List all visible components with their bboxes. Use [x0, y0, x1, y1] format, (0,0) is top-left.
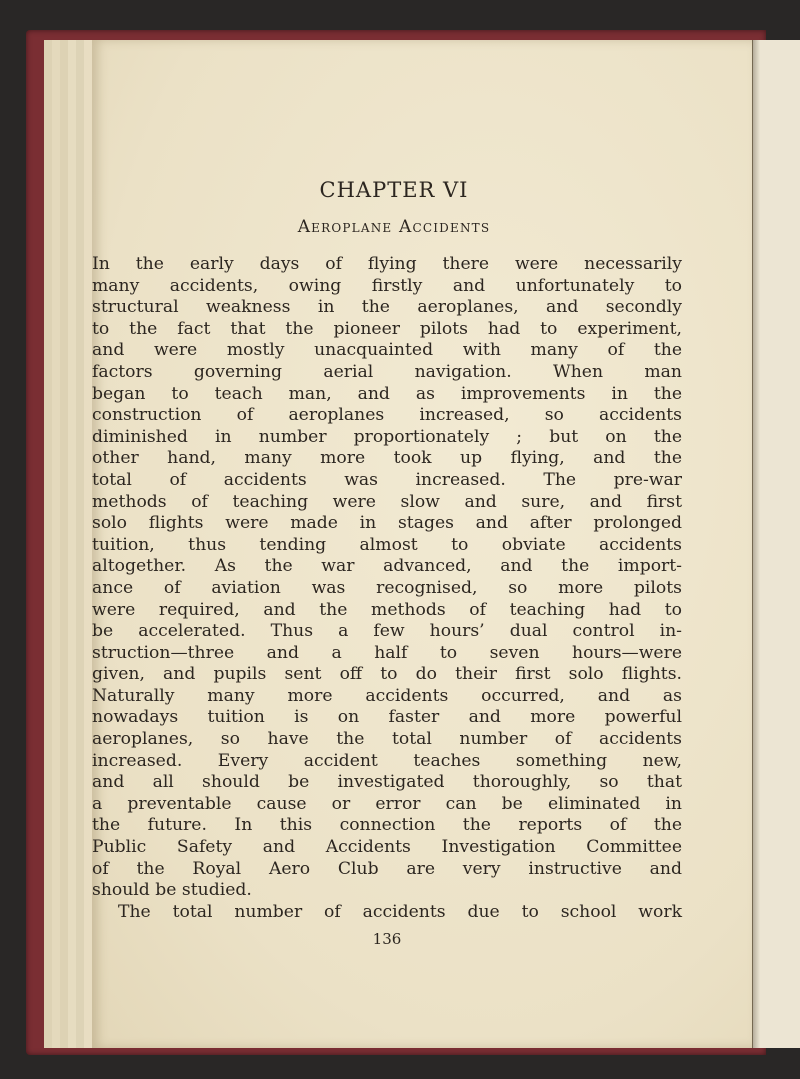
chapter-title: Aeroplane Accidents: [297, 217, 491, 237]
gutter-shadow: [752, 40, 760, 1048]
text-line: factors governing aerial navigation. When man: [92, 361, 682, 382]
text-line: a preventable cause or error can be eliminated in: [92, 793, 682, 814]
text-line: should be studied.: [92, 880, 252, 901]
page-number: 136: [372, 930, 402, 948]
text-line: the future. In this connection the reports of the: [92, 815, 682, 836]
text-line: Naturally many more accidents occurred, and as: [92, 685, 682, 706]
text-line: construction of aeroplanes increased, so accidents: [92, 405, 682, 426]
text-line: aeroplanes, so have the total number of accidents: [92, 729, 682, 750]
text-line: began to teach man, and as improvements in the: [92, 383, 682, 404]
text-line: ance of aviation was recognised, so more pilots: [92, 577, 682, 598]
text-line: to the fact that the pioneer pilots had to experiment,: [92, 318, 682, 339]
text-line: nowadays tuition is on faster and more powerful: [92, 707, 682, 728]
text-line: structural weakness in the aeroplanes, and secondly: [92, 297, 682, 318]
text-line: of the Royal Aero Club are very instructive and: [92, 858, 682, 879]
text-line: In the early days of flying there were necessarily: [92, 254, 682, 274]
text-line: Public Safety and Accidents Investigation Committee: [92, 837, 682, 858]
text-line: altogether. As the war advanced, and the import-: [92, 556, 682, 577]
text-line: and all should be investigated thoroughly, so that: [92, 772, 682, 793]
text-line: were required, and the methods of teaching had to: [92, 599, 682, 620]
text-line: and were mostly unacquainted with many of the: [92, 340, 682, 361]
text-line: tuition, thus tending almost to obviate accidents: [92, 534, 682, 555]
text-line: total of accidents was increased. The pre-war: [92, 469, 682, 490]
text-line: diminished in number proportionately ; but on the: [92, 426, 682, 447]
chapter-heading: CHAPTER VI: [319, 178, 469, 202]
text-line: The total number of accidents due to school work: [118, 901, 682, 922]
text-line: solo flights were made in stages and after prolonged: [92, 513, 682, 534]
text-line: many accidents, owing firstly and unfortunately to: [92, 275, 682, 296]
text-line: methods of teaching were slow and sure, and first: [92, 491, 682, 512]
text-line: given, and pupils sent off to do their first solo flights.: [92, 664, 682, 685]
text-line: be accelerated. Thus a few hours’ dual control in-: [92, 621, 682, 642]
text-line: other hand, many more took up flying, and the: [92, 448, 682, 469]
body-text: [92, 254, 682, 923]
text-line: struction—three and a half to seven hours—were: [92, 642, 682, 663]
text-line: increased. Every accident teaches something new,: [92, 750, 682, 771]
